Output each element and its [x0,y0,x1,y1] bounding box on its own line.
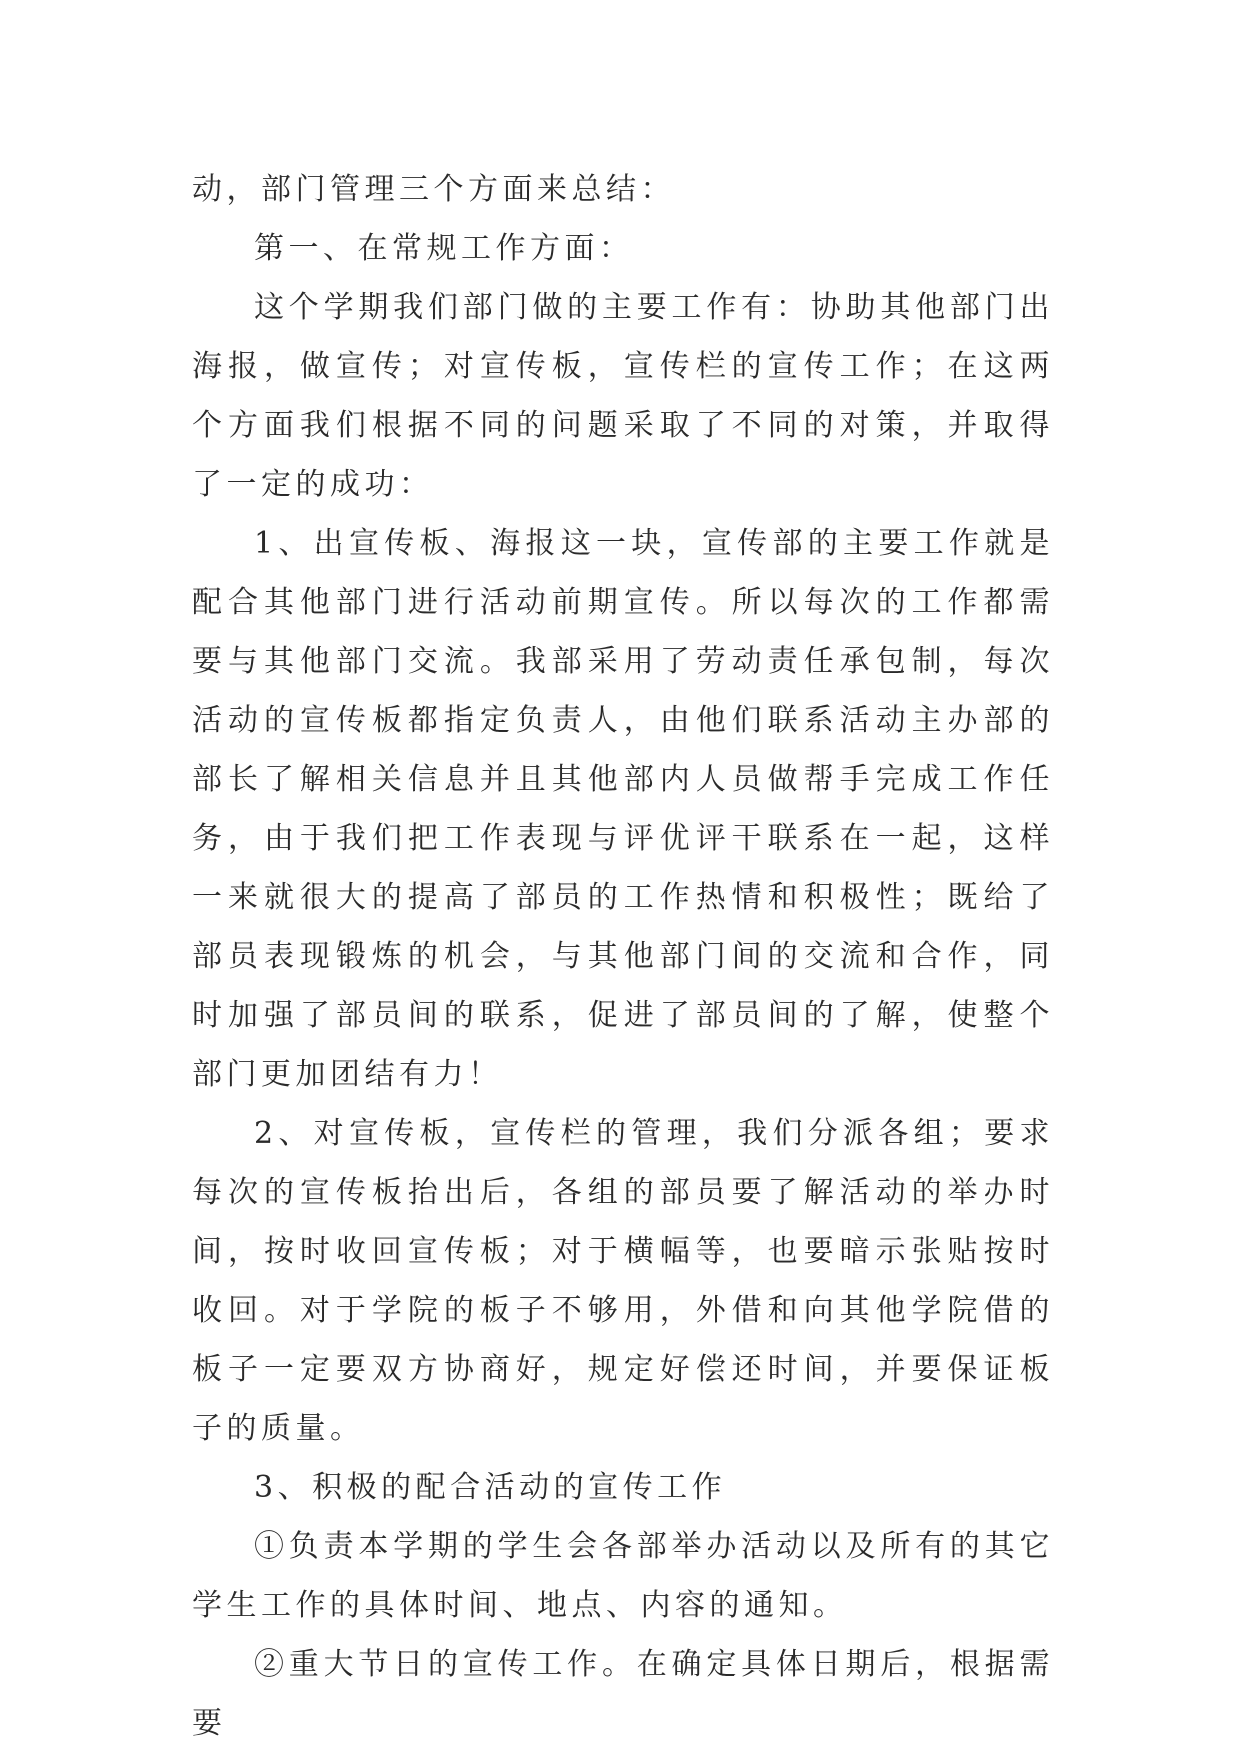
document-body [192,160,1054,1753]
paragraph-item-2-boards: 2、对宣传板，宣传栏的管理，我们分派各组；要求每次的宣传板抬出后，各组的部员要了解活动的举办时间，按时收回宣传板；对于横幅等，也要暗示张贴按时收回。对于学院的板子不够用，外借和向其他学院借的板子一定要双方协商好，规定好偿还时间，并要保证板子的质量。 [192,1116,1054,1446]
paragraph-subitem-1-notices: ①负责本学期的学生会各部举办活动以及所有的其它学生工作的具体时间、地点、内容的通知。 [192,1529,1054,1623]
section-heading-routine-work: 第一、在常规工作方面： [254,231,634,266]
paragraph-continuation: 动，部门管理三个方面来总结： [192,172,675,207]
paragraph-subitem-2-holidays: ②重大节日的宣传工作。在确定具体日期后，根据需要 [192,1647,1054,1741]
paragraph-item-1-posters: 1、出宣传板、海报这一块，宣传部的主要工作就是配合其他部门进行活动前期宣传。所以每次的工作都需要与其他部门交流。我部采用了劳动责任承包制，每次活动的宣传板都指定负责人，由他们联系活动主办部的部长了解相关信息并且其他部内人员做帮手完成工作任务，由于我们把工作表现与评优评干联系在一起，这样一来就很大的提高了部员的工作热情和积极性；既给了部员表现锻炼的机会，与其他部门间的交流和合作，同时加强了部员间的联系，促进了部员间的了解，使整个部门更加团结有力！ [192,526,1054,1092]
paragraph-main-work: 这个学期我们部门做的主要工作有：协助其他部门出海报，做宣传；对宣传板，宣传栏的宣传工作；在这两个方面我们根据不同的问题采取了不同的对策，并取得了一定的成功： [192,290,1054,502]
paragraph-item-3-heading: 3、积极的配合活动的宣传工作 [254,1470,727,1505]
